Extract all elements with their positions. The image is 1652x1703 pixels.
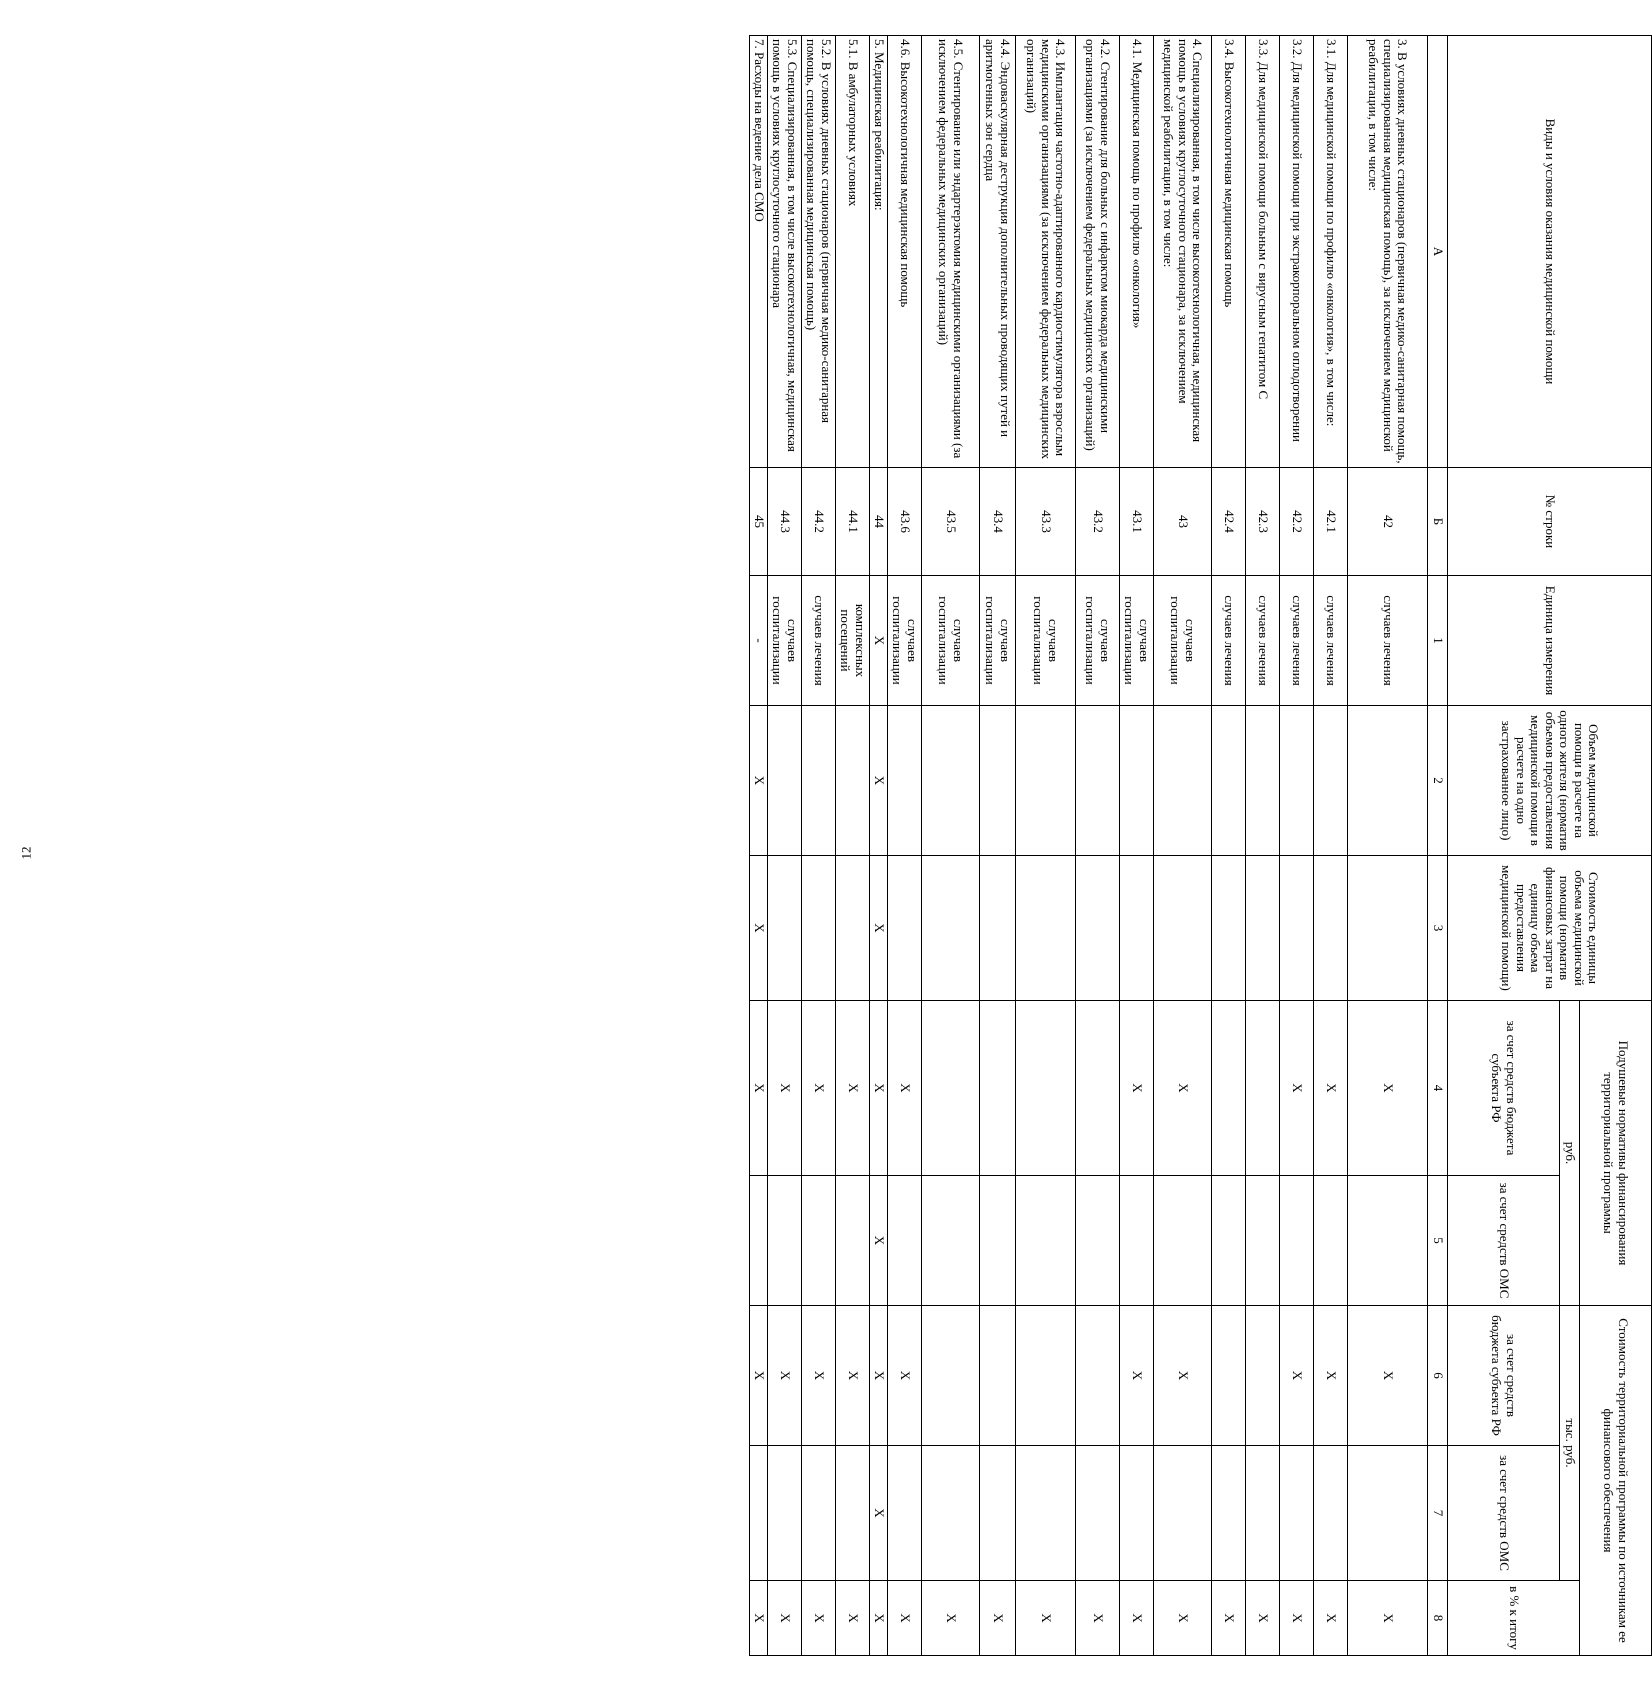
table-row bbox=[1016, 36, 1076, 1656]
row-line-number: 44.1 bbox=[836, 468, 870, 576]
row-line-number: 43.2 bbox=[1076, 468, 1120, 576]
row-name: 4.4. Эндоваскулярная деструкция дополнительных проводящих путей и аритмогенных зон сердца bbox=[980, 36, 1016, 468]
row-line-number: 42.1 bbox=[1314, 468, 1348, 576]
row-name: 4.1. Медицинская помощь по профилю «онкология» bbox=[1120, 36, 1154, 468]
cell-volume bbox=[1154, 706, 1212, 856]
cell-volume bbox=[1076, 706, 1120, 856]
cell-percent: X bbox=[1120, 1581, 1154, 1656]
row-unit: случаев лечения bbox=[1348, 576, 1428, 706]
row-line-number: 42 bbox=[1348, 468, 1428, 576]
cell-per-capita-oms bbox=[1314, 1176, 1348, 1306]
column-number: 3 bbox=[1428, 856, 1448, 1001]
row-name: 3.3. Для медицинской помощи больным с вирусным гепатитом С bbox=[1246, 36, 1280, 468]
cell-per-capita-budget: X bbox=[1280, 1001, 1314, 1176]
table-row bbox=[836, 36, 870, 1656]
row-unit: X bbox=[870, 576, 888, 706]
cell-percent: X bbox=[836, 1581, 870, 1656]
cell-cost-oms bbox=[750, 1446, 768, 1581]
cell-per-capita-budget: X bbox=[1348, 1001, 1428, 1176]
cell-percent: X bbox=[1280, 1581, 1314, 1656]
cell-unit-cost bbox=[1076, 856, 1120, 1001]
cell-cost-budget: X bbox=[1280, 1306, 1314, 1446]
row-unit: случаев госпитализации bbox=[888, 576, 922, 706]
cell-unit-cost bbox=[1212, 856, 1246, 1001]
cell-unit-cost: X bbox=[750, 856, 768, 1001]
column-number: 7 bbox=[1428, 1446, 1448, 1581]
row-name: 5.2. В условиях дневных стационаров (первичная медико-санитарная помощь, специализированная медицинская помощь) bbox=[802, 36, 836, 468]
cell-per-capita-budget: X bbox=[870, 1001, 888, 1176]
header-col-8: в % к итогу bbox=[1448, 1581, 1580, 1656]
cell-per-capita-oms bbox=[1016, 1176, 1076, 1306]
cell-per-capita-budget: X bbox=[1120, 1001, 1154, 1176]
row-name: 5. Медицинская реабилитация: bbox=[870, 36, 888, 468]
row-line-number: 43.6 bbox=[888, 468, 922, 576]
row-unit: случаев госпитализации bbox=[768, 576, 802, 706]
header-col-2: Объем медицинской помощи в расчете на одного жителя (норматив объемов предоставления медицинской помощи в расчете на одно застрахованное лицо) bbox=[1448, 706, 1652, 856]
cell-volume bbox=[1212, 706, 1246, 856]
cell-per-capita-budget: X bbox=[768, 1001, 802, 1176]
cell-unit-cost bbox=[768, 856, 802, 1001]
cell-cost-oms bbox=[802, 1446, 836, 1581]
cell-per-capita-budget: X bbox=[1314, 1001, 1348, 1176]
row-line-number: 42.2 bbox=[1280, 468, 1314, 576]
row-name: 3.1. Для медицинской помощи по профилю «онкология», в том числе: bbox=[1314, 36, 1348, 468]
cell-cost-oms bbox=[1016, 1446, 1076, 1581]
cell-per-capita-oms bbox=[1120, 1176, 1154, 1306]
row-unit: случаев госпитализации bbox=[922, 576, 980, 706]
header-col-7: за счет средств ОМС bbox=[1448, 1446, 1560, 1581]
column-number: Б bbox=[1428, 468, 1448, 576]
column-number: 4 bbox=[1428, 1001, 1448, 1176]
cell-percent: X bbox=[888, 1581, 922, 1656]
header-col-3: Стоимость единицы объема медицинской помощи (норматив финансовых затрат на единицу объема предоставления медицинской помощи) bbox=[1448, 856, 1652, 1001]
cell-cost-oms bbox=[1348, 1446, 1428, 1581]
cell-percent: X bbox=[1348, 1581, 1428, 1656]
cell-percent: X bbox=[1076, 1581, 1120, 1656]
cell-cost-budget: X bbox=[768, 1306, 802, 1446]
cell-per-capita-budget: X bbox=[802, 1001, 836, 1176]
cell-unit-cost bbox=[1016, 856, 1076, 1001]
cell-cost-oms bbox=[1076, 1446, 1120, 1581]
cell-cost-oms bbox=[1154, 1446, 1212, 1581]
header-unit-rub: руб. bbox=[1560, 1001, 1580, 1306]
cell-per-capita-oms bbox=[836, 1176, 870, 1306]
cell-per-capita-budget bbox=[922, 1001, 980, 1176]
header-group-per-capita: Подушевые нормативы финансирования территориальной программы bbox=[1580, 1001, 1652, 1306]
cell-percent: X bbox=[750, 1581, 768, 1656]
cell-unit-cost bbox=[802, 856, 836, 1001]
cell-percent: X bbox=[922, 1581, 980, 1656]
cell-per-capita-oms bbox=[1246, 1176, 1280, 1306]
cell-unit-cost bbox=[1154, 856, 1212, 1001]
cell-percent: X bbox=[980, 1581, 1016, 1656]
header-unit-thousand-rub: тыс. руб. bbox=[1560, 1306, 1580, 1581]
cell-cost-budget: X bbox=[1314, 1306, 1348, 1446]
cell-unit-cost bbox=[888, 856, 922, 1001]
row-unit: комплексных посещений bbox=[836, 576, 870, 706]
row-unit: случаев лечения bbox=[1246, 576, 1280, 706]
row-line-number: 44.3 bbox=[768, 468, 802, 576]
cell-volume bbox=[1314, 706, 1348, 856]
cell-volume bbox=[1246, 706, 1280, 856]
column-number: 2 bbox=[1428, 706, 1448, 856]
cell-percent: X bbox=[1314, 1581, 1348, 1656]
cell-cost-oms bbox=[836, 1446, 870, 1581]
cell-unit-cost bbox=[1348, 856, 1428, 1001]
row-unit: случаев госпитализации bbox=[980, 576, 1016, 706]
cell-per-capita-oms bbox=[1348, 1176, 1428, 1306]
row-name: 3.2. Для медицинской помощи при экстракорпоральном оплодотворении bbox=[1280, 36, 1314, 468]
table-row bbox=[870, 36, 888, 1656]
row-name: 7. Расходы на ведение дела СМО bbox=[750, 36, 768, 468]
row-name: 4.3. Имплантация частотно-адаптированного кардиостимулятора взрослым медицинскими организациями (за исключением федеральных медицинских организаций) bbox=[1016, 36, 1076, 468]
cell-per-capita-oms bbox=[750, 1176, 768, 1306]
cell-percent: X bbox=[1016, 1581, 1076, 1656]
cell-unit-cost bbox=[1280, 856, 1314, 1001]
header-col-a: Виды и условия оказания медицинской помощи bbox=[1448, 36, 1652, 468]
column-number: 8 bbox=[1428, 1581, 1448, 1656]
cell-cost-budget: X bbox=[750, 1306, 768, 1446]
column-number-row bbox=[1428, 36, 1448, 1656]
header-col-4: за счет средств бюджета субъекта РФ bbox=[1448, 1001, 1560, 1176]
cell-cost-oms bbox=[1314, 1446, 1348, 1581]
cell-per-capita-budget bbox=[980, 1001, 1016, 1176]
cell-unit-cost bbox=[922, 856, 980, 1001]
page-number: 12 bbox=[18, 846, 34, 860]
row-line-number: 44.2 bbox=[802, 468, 836, 576]
row-name: 5.3. Специализированная, в том числе высокотехнологичная, медицинская помощь в условиях круглосуточного стационара bbox=[768, 36, 802, 468]
row-name: 4.6. Высокотехнологичная медицинская помощь bbox=[888, 36, 922, 468]
cell-volume bbox=[1280, 706, 1314, 856]
cell-percent: X bbox=[768, 1581, 802, 1656]
cell-volume bbox=[922, 706, 980, 856]
cell-volume bbox=[1016, 706, 1076, 856]
cell-per-capita-oms bbox=[1076, 1176, 1120, 1306]
row-unit: случаев госпитализации bbox=[1016, 576, 1076, 706]
table-row bbox=[1246, 36, 1280, 1656]
cell-cost-budget bbox=[1212, 1306, 1246, 1446]
financing-table bbox=[749, 35, 1652, 1656]
cell-per-capita-oms bbox=[1154, 1176, 1212, 1306]
table-row bbox=[768, 36, 802, 1656]
cell-cost-oms bbox=[1246, 1446, 1280, 1581]
table-row bbox=[1120, 36, 1154, 1656]
cell-per-capita-budget: X bbox=[750, 1001, 768, 1176]
cell-per-capita-oms bbox=[1280, 1176, 1314, 1306]
cell-cost-oms bbox=[1280, 1446, 1314, 1581]
table-row bbox=[802, 36, 836, 1656]
row-unit: случаев лечения bbox=[1280, 576, 1314, 706]
table-row bbox=[1280, 36, 1314, 1656]
row-unit: случаев лечения bbox=[802, 576, 836, 706]
cell-cost-budget bbox=[1076, 1306, 1120, 1446]
row-name: 5.1. В амбулаторных условиях bbox=[836, 36, 870, 468]
column-number: А bbox=[1428, 36, 1448, 468]
row-name: 4.5. Стентирование или эндартерэктомия медицинскими организациями (за исключением федеральных медицинских организаций) bbox=[922, 36, 980, 468]
cell-unit-cost bbox=[1246, 856, 1280, 1001]
cell-volume bbox=[1348, 706, 1428, 856]
cell-cost-oms bbox=[768, 1446, 802, 1581]
cell-percent: X bbox=[802, 1581, 836, 1656]
table-row bbox=[750, 36, 768, 1656]
table-row bbox=[1348, 36, 1428, 1656]
row-unit: случаев лечения bbox=[1314, 576, 1348, 706]
cell-cost-budget bbox=[1246, 1306, 1280, 1446]
header-col-6: за счет средств бюджета субъекта РФ bbox=[1448, 1306, 1560, 1446]
cell-percent: X bbox=[1212, 1581, 1246, 1656]
cell-cost-budget bbox=[980, 1306, 1016, 1446]
cell-cost-oms bbox=[980, 1446, 1016, 1581]
cell-cost-budget: X bbox=[1348, 1306, 1428, 1446]
table-row bbox=[1154, 36, 1212, 1656]
cell-per-capita-oms bbox=[922, 1176, 980, 1306]
cell-volume bbox=[768, 706, 802, 856]
cell-cost-budget: X bbox=[1120, 1306, 1154, 1446]
column-number: 5 bbox=[1428, 1176, 1448, 1306]
cell-unit-cost bbox=[1314, 856, 1348, 1001]
cell-cost-budget bbox=[1016, 1306, 1076, 1446]
row-line-number: 43.5 bbox=[922, 468, 980, 576]
column-number: 6 bbox=[1428, 1306, 1448, 1446]
row-line-number: 43.3 bbox=[1016, 468, 1076, 576]
cell-per-capita-oms bbox=[768, 1176, 802, 1306]
cell-per-capita-budget: X bbox=[888, 1001, 922, 1176]
table-row bbox=[922, 36, 980, 1656]
cell-percent: X bbox=[1246, 1581, 1280, 1656]
cell-per-capita-oms bbox=[802, 1176, 836, 1306]
table-row bbox=[1076, 36, 1120, 1656]
cell-per-capita-oms bbox=[980, 1176, 1016, 1306]
cell-cost-budget: X bbox=[836, 1306, 870, 1446]
row-unit: случаев госпитализации bbox=[1154, 576, 1212, 706]
cell-per-capita-budget bbox=[1212, 1001, 1246, 1176]
row-unit: случаев госпитализации bbox=[1120, 576, 1154, 706]
table-row bbox=[1212, 36, 1246, 1656]
cell-cost-oms bbox=[922, 1446, 980, 1581]
row-line-number: 43.1 bbox=[1120, 468, 1154, 576]
cell-cost-budget: X bbox=[802, 1306, 836, 1446]
row-name: 3. В условиях дневных стационаров (первичная медико-санитарная помощь, специализированная медицинская помощь), за исключением медицинской реабилитации, в том числе: bbox=[1348, 36, 1428, 468]
rotated-page bbox=[542, 35, 1652, 1655]
cell-cost-oms bbox=[1212, 1446, 1246, 1581]
row-line-number: 44 bbox=[870, 468, 888, 576]
cell-unit-cost bbox=[980, 856, 1016, 1001]
cell-volume: X bbox=[750, 706, 768, 856]
row-name: 3.4. Высокотехнологичная медицинская помощь bbox=[1212, 36, 1246, 468]
cell-volume bbox=[980, 706, 1016, 856]
column-number: 1 bbox=[1428, 576, 1448, 706]
cell-volume: X bbox=[870, 706, 888, 856]
cell-per-capita-budget bbox=[1016, 1001, 1076, 1176]
cell-cost-oms: X bbox=[870, 1446, 888, 1581]
table-row bbox=[888, 36, 922, 1656]
header-col-b: № строки bbox=[1448, 468, 1652, 576]
table-row bbox=[1314, 36, 1348, 1656]
cell-cost-budget bbox=[922, 1306, 980, 1446]
cell-per-capita-oms bbox=[1212, 1176, 1246, 1306]
row-line-number: 43.4 bbox=[980, 468, 1016, 576]
row-line-number: 43 bbox=[1154, 468, 1212, 576]
row-line-number: 45 bbox=[750, 468, 768, 576]
cell-cost-budget: X bbox=[888, 1306, 922, 1446]
cell-cost-oms bbox=[1120, 1446, 1154, 1581]
header-col-1: Единица измерения bbox=[1448, 576, 1652, 706]
cell-per-capita-budget bbox=[1076, 1001, 1120, 1176]
cell-per-capita-oms: X bbox=[870, 1176, 888, 1306]
table-row bbox=[980, 36, 1016, 1656]
row-unit: - bbox=[750, 576, 768, 706]
row-line-number: 42.3 bbox=[1246, 468, 1280, 576]
cell-percent: X bbox=[1154, 1581, 1212, 1656]
cell-cost-budget: X bbox=[870, 1306, 888, 1446]
cell-volume bbox=[1120, 706, 1154, 856]
cell-per-capita-budget: X bbox=[836, 1001, 870, 1176]
row-unit: случаев госпитализации bbox=[1076, 576, 1120, 706]
cell-volume bbox=[836, 706, 870, 856]
cell-percent: X bbox=[870, 1581, 888, 1656]
row-name: 4. Специализированная, в том числе высокотехнологичная, медицинская помощь в условиях круглосуточного стационара, за исключением медицинской реабилитации, в том числе: bbox=[1154, 36, 1212, 468]
cell-volume bbox=[802, 706, 836, 856]
cell-unit-cost: X bbox=[870, 856, 888, 1001]
row-unit: случаев лечения bbox=[1212, 576, 1246, 706]
cell-cost-budget: X bbox=[1154, 1306, 1212, 1446]
row-line-number: 42.4 bbox=[1212, 468, 1246, 576]
header-col-5: за счет средств ОМС bbox=[1448, 1176, 1560, 1306]
header-group-cost: Стоимость территориальной программы по источникам ее финансового обеспечения bbox=[1580, 1306, 1652, 1656]
cell-per-capita-budget bbox=[1246, 1001, 1280, 1176]
cell-per-capita-oms bbox=[888, 1176, 922, 1306]
cell-cost-oms bbox=[888, 1446, 922, 1581]
cell-per-capita-budget: X bbox=[1154, 1001, 1212, 1176]
row-name: 4.2. Стентирование для больных с инфарктом миокарда медицинскими организациями (за исключением федеральных медицинских организаций) bbox=[1076, 36, 1120, 468]
cell-unit-cost bbox=[836, 856, 870, 1001]
cell-volume bbox=[888, 706, 922, 856]
cell-unit-cost bbox=[1120, 856, 1154, 1001]
